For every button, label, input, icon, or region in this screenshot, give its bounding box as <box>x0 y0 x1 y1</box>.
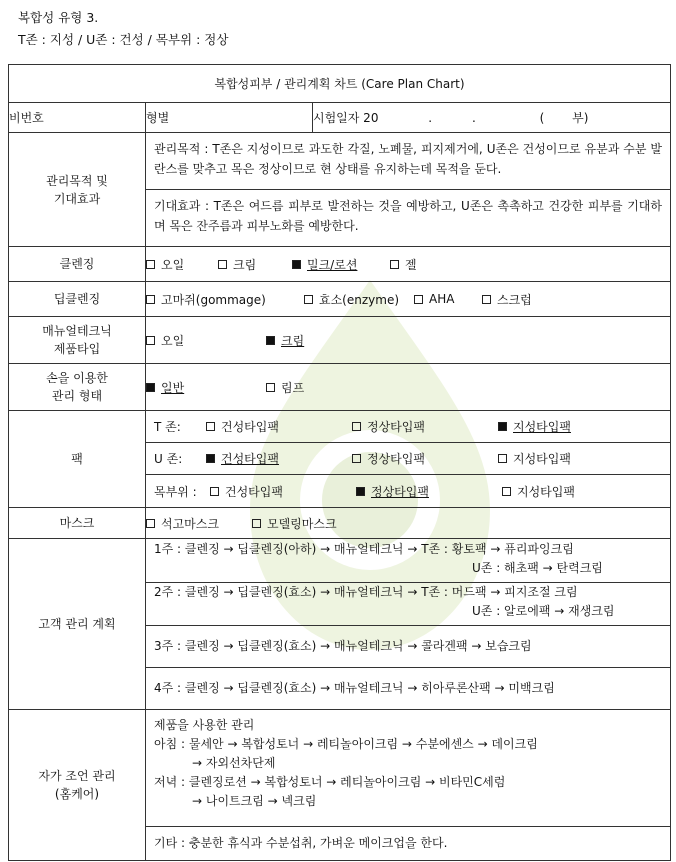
pack-options <box>146 411 671 508</box>
checkbox-icon[interactable] <box>252 519 261 528</box>
checkbox-icon[interactable] <box>206 422 215 431</box>
hand-care-label: 손을 이용한 관리 형태 <box>9 364 146 411</box>
type-heading: 복합성 유형 3. <box>18 10 99 25</box>
morning-routine: 아침 : 물세안 → 복합성토너 → 레티놀아이크림 → 수분에센스 → 데이크림 <box>154 737 538 751</box>
deep-cleansing-options <box>146 282 671 317</box>
date-part: 부) <box>572 111 589 125</box>
pack-option[interactable]: 지성타입팩 <box>498 418 571 435</box>
plan-week-4: 4주 : 클렌징 → 딥클렌징(효소) → 매뉴얼테크닉 → 히아루론산팩 → 미백크림 <box>146 667 670 709</box>
checkbox-icon[interactable] <box>146 295 155 304</box>
checkbox-icon[interactable] <box>352 454 361 463</box>
pack-option[interactable]: 지성타입팩 <box>498 450 571 467</box>
pack-option[interactable]: 지성타입팩 <box>502 483 575 500</box>
zone-label: U 존: <box>154 452 183 466</box>
checkbox-icon[interactable] <box>414 295 423 304</box>
deep-cleansing-label: 딥클렌징 <box>9 282 146 317</box>
plan-label: 고객 관리 계획 <box>9 539 146 710</box>
deep-option-aha[interactable]: AHA <box>414 292 482 306</box>
cleansing-option-gel[interactable]: 젤 <box>390 256 417 273</box>
checked-box-icon[interactable] <box>498 422 507 431</box>
deep-option-enzyme[interactable]: 효소(enzyme) <box>304 291 414 308</box>
mask-option-modeling[interactable]: 모델링마스크 <box>252 515 337 532</box>
checked-box-icon[interactable] <box>206 454 215 463</box>
homecare-title: 제품을 사용한 관리 <box>154 718 255 732</box>
date-separator: . <box>428 111 433 125</box>
checked-box-icon[interactable] <box>356 487 365 496</box>
plan-week-1: 1주 : 클렌징 → 딥클렌징(아하) → 매뉴얼테크닉 → T존 : 황토팩 → 퓨리파잉크림 U존 : 해초팩 → 탄력크림 <box>154 542 603 575</box>
hand-option-lymph[interactable]: 림프 <box>266 379 304 396</box>
checkbox-icon[interactable] <box>146 336 155 345</box>
zone-summary: T존 : 지성 / U존 : 건성 / 목부위 : 정상 <box>18 32 229 47</box>
manual-technique-options <box>146 317 671 364</box>
pack-option[interactable]: 정상타입팩 <box>352 418 498 435</box>
purpose-text: 관리목적 : T존은 지성이므로 과도한 각질, 노폐물, 피지제거에, U존은 건성이므로 유분과 수분 발란스를 맞추고 목은 정상이므로 현 상태를 유지하는데 목적을 둔다. <box>154 142 662 176</box>
homecare-products: 제품을 사용한 관리 아침 : 물세안 → 복합성토너 → 레티놀아이크림 → 수분에센스 → 데이크림 → 자외선차단제 저녁 : 클렌징로션 → 복합성토너 → 레티놀아이크림 → 비타민C세럼 → 나이트크림 → 넥크림 <box>146 710 670 826</box>
homecare-label: 자가 조언 관리 (홈케어) <box>9 710 146 861</box>
cleansing-option-cream[interactable]: 크림 <box>218 256 292 273</box>
plan-week-3: 3주 : 클렌징 → 딥클렌징(효소) → 매뉴얼테크닉 → 콜라겐팩 → 보습크림 <box>146 625 670 667</box>
pack-option[interactable]: 정상타입팩 <box>352 450 498 467</box>
date-separator: . <box>471 111 476 125</box>
zone-label: T 존: <box>154 420 181 434</box>
checkbox-icon[interactable] <box>498 454 507 463</box>
pack-option[interactable]: 건성타입팩 <box>206 450 352 467</box>
checked-box-icon[interactable] <box>266 336 275 345</box>
chart-title: 복합성피부 / 관리계획 차트 (Care Plan Chart) <box>9 65 671 103</box>
deep-option-scrub[interactable]: 스크럽 <box>482 291 532 308</box>
manual-technique-label: 매뉴얼테크닉 제품타입 <box>9 317 146 364</box>
checked-box-icon[interactable] <box>146 383 155 392</box>
effect-text: 기대효과 : T존은 여드름 피부로 발전하는 것을 예방하고, U존은 촉촉하고 건강한 피부를 기대하며 목은 잔주름과 피부노화를 예방한다. <box>146 189 670 246</box>
cleansing-label: 클렌징 <box>9 247 146 282</box>
homecare-other: 기타 : 충분한 휴식과 수분섭취, 가벼운 메이크업을 한다. <box>146 826 670 860</box>
pack-option[interactable]: 건성타입팩 <box>210 483 356 500</box>
date-paren: ( <box>539 111 545 125</box>
deep-option-gommage[interactable]: 고마쥐(gommage) <box>146 291 304 308</box>
pack-row-tzone <box>146 411 670 442</box>
cleansing-options <box>146 247 671 282</box>
mask-options <box>146 508 671 539</box>
exam-date <box>313 103 671 133</box>
checkbox-icon[interactable] <box>146 260 155 269</box>
checkbox-icon[interactable] <box>502 487 511 496</box>
checkbox-icon[interactable] <box>390 260 399 269</box>
manual-option-oil[interactable]: 오일 <box>146 332 266 349</box>
checkbox-icon[interactable] <box>304 295 313 304</box>
plan-cell <box>146 539 671 710</box>
checkbox-icon[interactable] <box>146 519 155 528</box>
cleansing-option-milk[interactable]: 밀크/로션 <box>292 256 390 273</box>
cleansing-option-oil[interactable]: 오일 <box>146 256 218 273</box>
checkbox-icon[interactable] <box>482 295 491 304</box>
homecare-cell <box>146 710 671 861</box>
checkbox-icon[interactable] <box>352 422 361 431</box>
pack-row-uzone <box>146 442 670 474</box>
purpose-cell <box>146 133 671 247</box>
group-label: 형별 <box>146 103 313 133</box>
checkbox-icon[interactable] <box>218 260 227 269</box>
plan-week-2: 2주 : 클렌징 → 딥클렌징(효소) → 매뉴얼테크닉 → T존 : 머드팩 → 피지조절 크림 U존 : 알로에팩 → 재생크림 <box>146 582 670 625</box>
pack-row-neck <box>146 474 670 507</box>
pack-option[interactable]: 정상타입팩 <box>356 483 502 500</box>
pack-label: 팩 <box>9 411 146 508</box>
manual-option-cream[interactable]: 크림 <box>266 332 304 349</box>
id-label: 비번호 <box>9 103 146 133</box>
checked-box-icon[interactable] <box>292 260 301 269</box>
zone-label: 목부위 : <box>154 484 197 499</box>
checkbox-icon[interactable] <box>266 383 275 392</box>
care-plan-chart <box>8 64 671 861</box>
checkbox-icon[interactable] <box>210 487 219 496</box>
mask-label: 마스크 <box>9 508 146 539</box>
date-label: 시험일자 20 <box>313 111 379 125</box>
mask-option-plaster[interactable]: 석고마스크 <box>146 515 252 532</box>
evening-routine: 저녁 : 클렌징로션 → 복합성토너 → 레티놀아이크림 → 비타민C세럼 <box>154 775 506 789</box>
hand-care-options <box>146 364 671 411</box>
purpose-label: 관리목적 및 기대효과 <box>9 133 146 247</box>
hand-option-general[interactable]: 일반 <box>146 379 266 396</box>
pack-option[interactable]: 건성타입팩 <box>206 418 352 435</box>
